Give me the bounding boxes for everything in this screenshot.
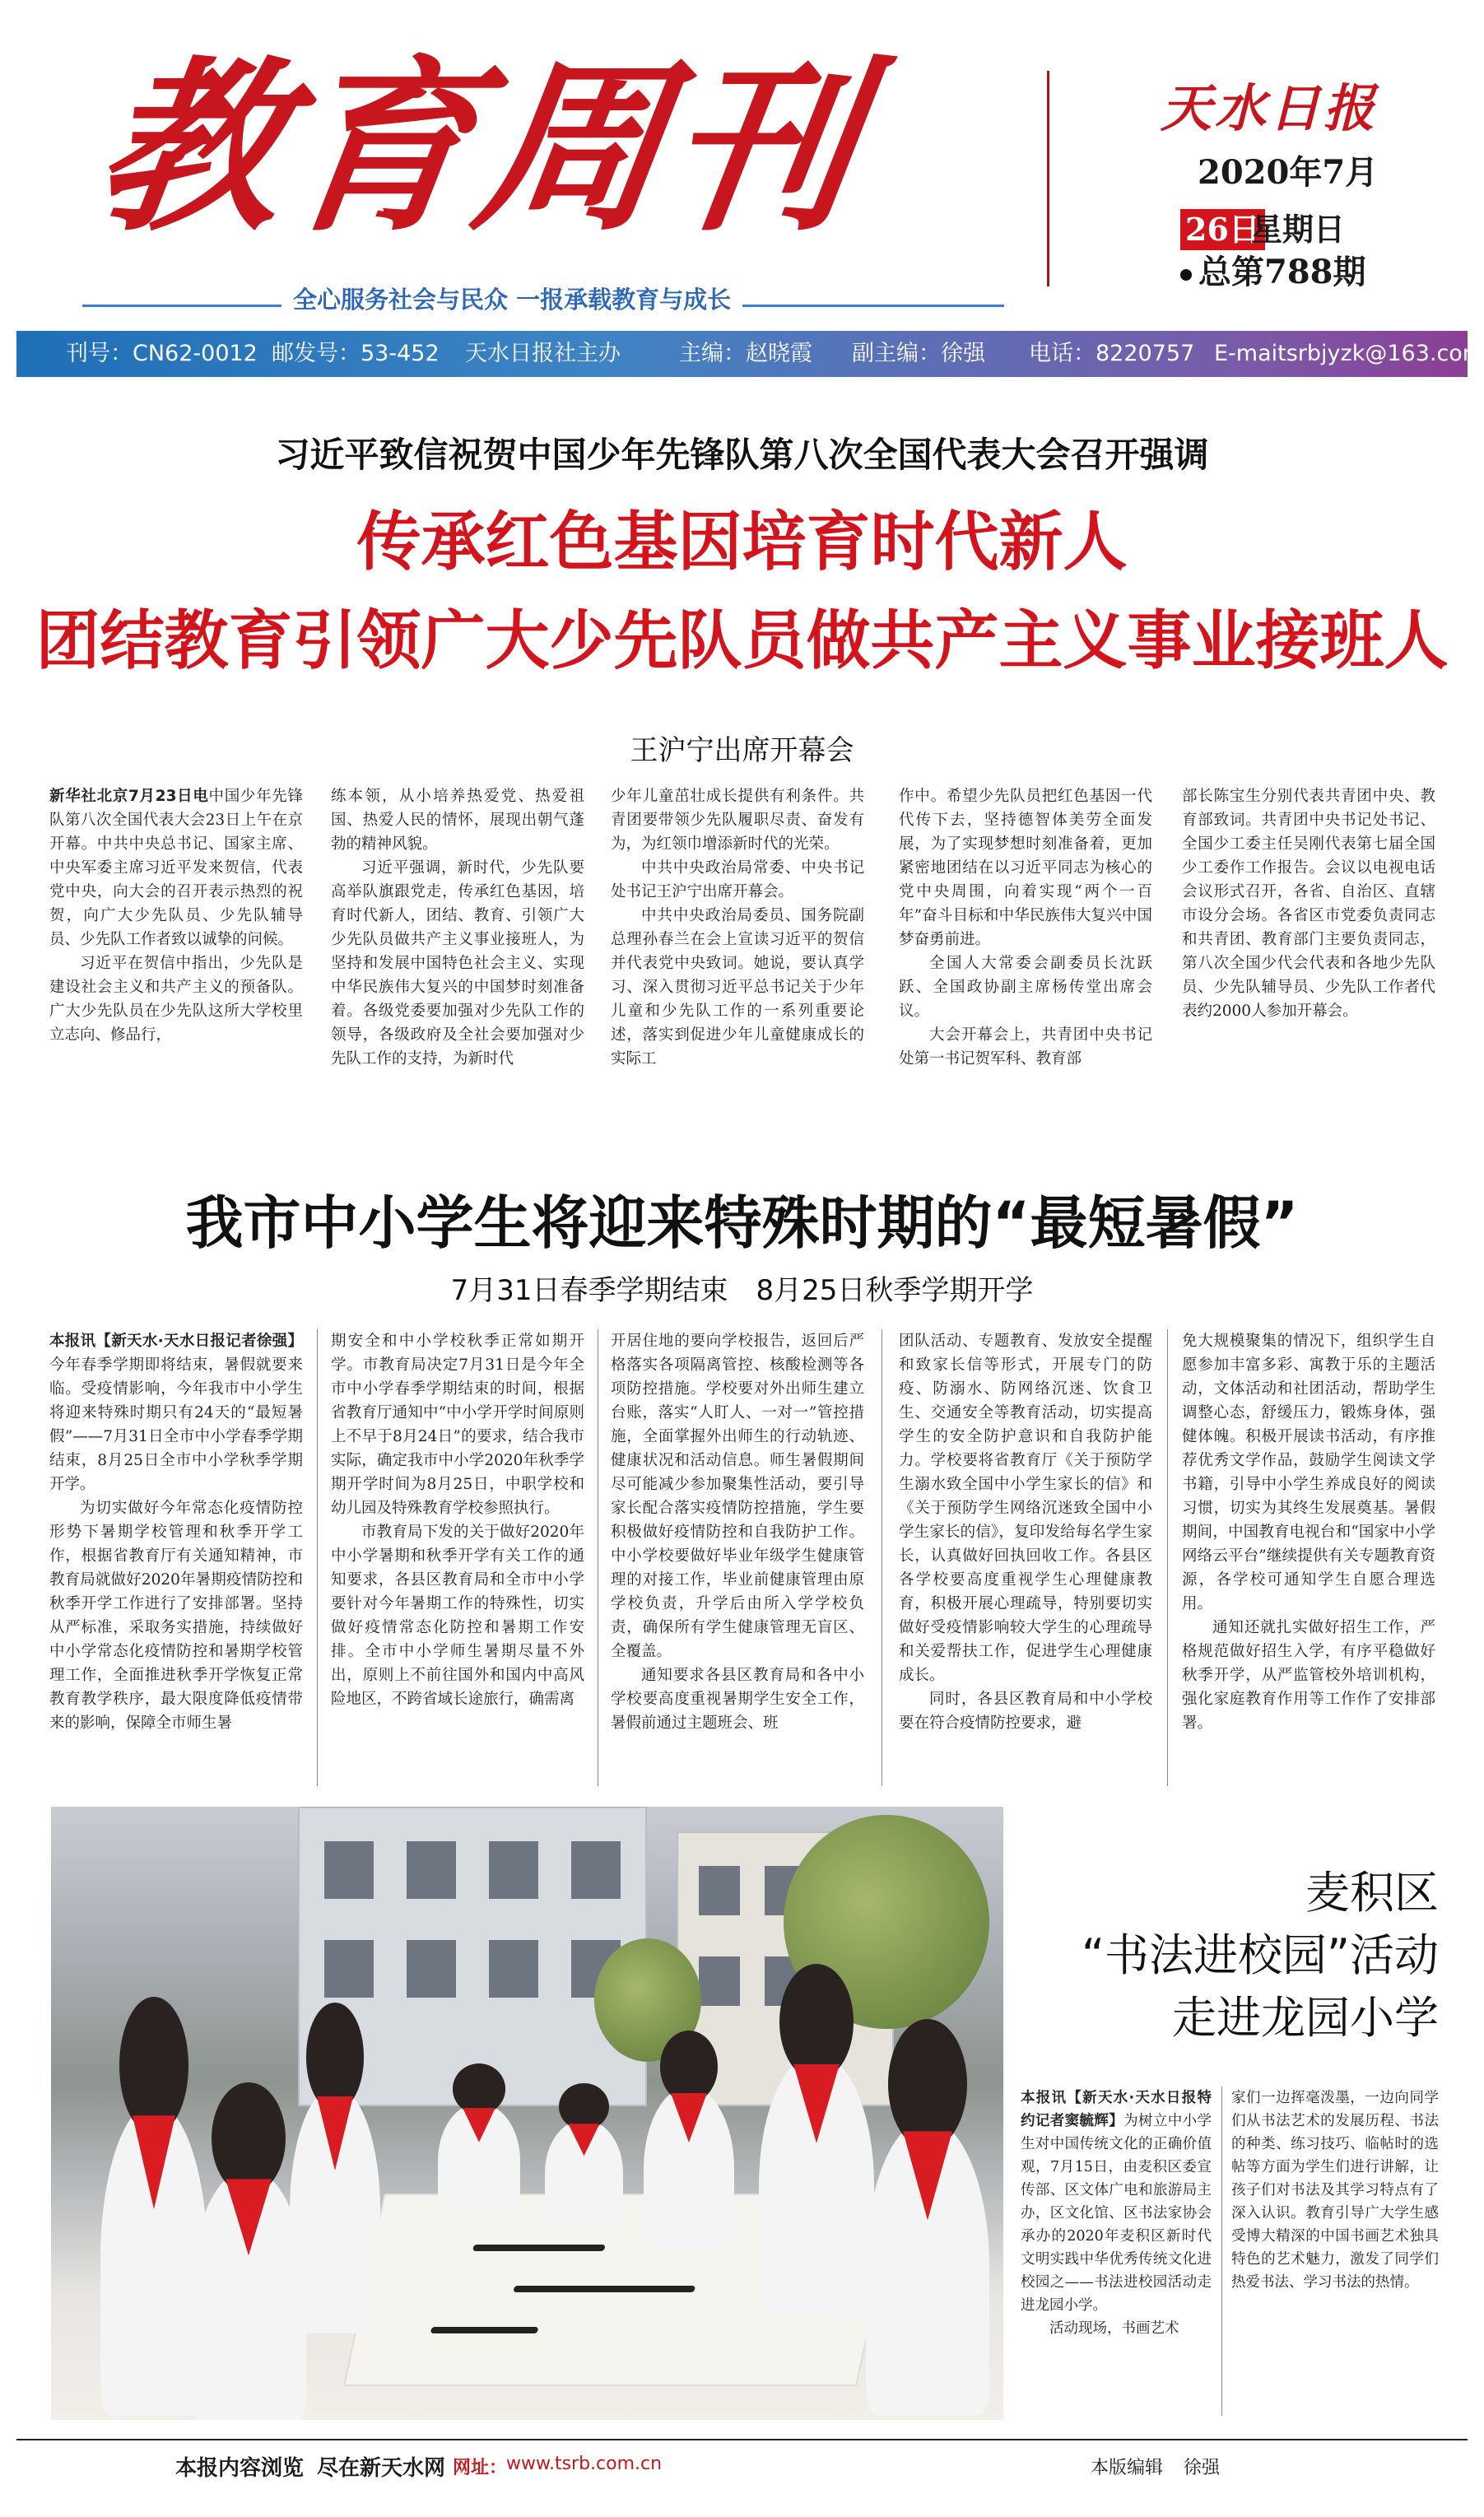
article1-text: 作中。希望少先队员把红色基因一代代传下去，坚持德智体美劳全面发展，为了实现梦想时刻准备着，更加紧密地团结在以习近平同志为核心的党中央周围，向着实现“两个一百年”奋斗目标和中华民族伟大复兴中国梦奋勇前进。 bbox=[899, 788, 1152, 948]
article2-text: 免大规模聚集的情况下，组织学生自愿参加丰富多彩、寓教于乐的主题活动，文体活动和社团活动，帮助学生调整心态，舒缓压力，锻炼身体，强健体魄。积极开展读书活动，有序推荐优秀文学作品，鼓励学生阅读文学书籍，引导中小学生养成良好的阅读习惯，切实为其终生发展奠基。暑假期间，中国教育电视台和“国家中小学网络云平台”继续提供有关专题教育资源，各学校可通知学生自愿合理选用。 bbox=[1182, 1333, 1435, 1612]
article2-text: 今年春季学期即将结束，暑假就要来临。受疫情影响，今年我市中小学生将迎来特殊时期只有24天的“最短暑假”——7月31日全市中小学春季学期结束，8月25日全市中小学秋季学期开学。 bbox=[49, 1356, 303, 1493]
date-weekday: 星期日 bbox=[1251, 211, 1346, 248]
article2-text: 通知要求各县区教育局和各中小学校要高度重视暑期学生安全工作，暑假前通过主题班会、班 bbox=[611, 1667, 864, 1732]
article1-text: 少年儿童茁壮成长提供有利条件。共青团要带领少先队履职尽责、奋发有为，为红领巾增添新时代的光荣。 bbox=[611, 788, 864, 853]
article1-text: 习近平在贺信中指出，少先队是建设社会主义和共产主义的预备队。广大少先队员在少先队这所大学校里立志向、修品行， bbox=[49, 955, 303, 1044]
article2-text: 同时，各县区教育局和中小学校要在符合疫情防控要求，避 bbox=[899, 1691, 1152, 1732]
article1-text: 中共中央政治局委员、国务院副总理孙春兰在会上宣读习近平的贺信并代表党中央致词。她说，要认真学习、深入贯彻习近平总书记关于少年儿童和少先队工作的一系列重要论述，落实到促进少年儿童健康成长的实际工 bbox=[611, 907, 864, 1068]
paper-name-logo: 天水日报 bbox=[1161, 78, 1379, 138]
article1-headline1: 传承红色基因培育时代新人 bbox=[356, 505, 1128, 579]
article3-text: 为树立中小学生对中国传统文化的正确价值观，7月15日，由麦积区委宣传部、区文体广电和旅游局主办，区文化馆、区书法家协会承办的2020年麦积区新时代文明实践中华优秀传统文化进校园之——书法进校园活动走进龙园小学。 bbox=[1021, 2113, 1212, 2314]
footer-editor-label: 本版编辑 bbox=[1091, 2458, 1164, 2478]
footer-site-url[interactable]: www.tsrb.com.cn bbox=[506, 2454, 663, 2474]
article2-text: 开居住地的要向学校报告，返回后严格落实各项隔离管控、核酸检测等各项防控措施。学校要对外出师生建立台账，落实“人盯人、一对一”管控措施，全面掌握外出师生的行动轨迹、健康状况和活动信息。师生暑假期间尽可能减少参加聚集性活动，要引导家长配合落实疫情防控措施，学生要积极做好疫情防控和自我防护工作。中小学校要做好毕业年级学生健康管理的对接工作，毕业前健康管理由原学校负责，升学后由所入学学校负责，确保所有学生健康管理无盲区、全覆盖。 bbox=[611, 1333, 864, 1660]
article2-column-3 bbox=[611, 1329, 864, 1790]
calligraphy-event-photo bbox=[51, 1807, 1003, 2420]
article3-text: 活动现场，书画艺术 bbox=[1049, 2320, 1179, 2337]
article1-headline2: 团结教育引领广大少先队员做共产主义事业接班人 bbox=[35, 604, 1449, 678]
info-sponsor: 天水日报社主办 bbox=[465, 341, 621, 366]
info-kanhao: 刊号：CN62-0012 bbox=[66, 341, 258, 366]
article1-column-5 bbox=[1182, 784, 1435, 1114]
info-vice-editor: 副主编：徐强 bbox=[852, 341, 985, 366]
info-youfa: 邮发号：53-452 bbox=[272, 341, 440, 366]
article1-text: 中共中央政治局常委、中央书记处书记王沪宁出席开幕会。 bbox=[611, 859, 864, 900]
article1-text: 习近平强调，新时代，少先队要高举队旗跟党走，传承红色基因，培育时代新人，团结、教育、引领广大少先队员做共产主义事业接班人，为坚持和发展中国特色社会主义、实现中华民族伟大复兴的中国梦时刻准备着。各级党委要加强对少先队工作的领导，各级政府及全社会要加强对少先队工作的支持，为新时代 bbox=[331, 859, 584, 1068]
column-divider bbox=[317, 1329, 318, 1786]
article3-headline2: “书法进校园”活动 bbox=[1082, 1929, 1439, 1981]
article1-dateline: 新华社北京7月23日电 bbox=[49, 788, 209, 805]
student-figure bbox=[290, 2087, 380, 2333]
article3-column-2 bbox=[1231, 2087, 1439, 2432]
article2-text: 通知还就扎实做好招生工作，严格规范做好招生入学，有序平稳做好秋季开学，从严监管校外培训机构，强化家庭教育作用等工作作了安排部署。 bbox=[1182, 1619, 1435, 1732]
article2-subhead: 7月31日春季学期结束 8月25日秋季学期开学 bbox=[450, 1274, 1034, 1307]
article3-headline3: 走进龙园小学 bbox=[1172, 1992, 1439, 2044]
date-day-badge: 26日 bbox=[1180, 209, 1265, 250]
article1-text: 大会开幕会上，共青团中央书记处第一书记贺军科、教育部 bbox=[899, 1026, 1152, 1068]
student-figure bbox=[438, 2103, 520, 2218]
article2-text: 为切实做好今年常态化疫情防控形势下暑期学校管理和秋季开学工作，根据省教育厅有关通知精神，市教育局就做好2020年暑期疫情防控和秋季开学工作进行了安排部署。坚持从严标准，采取务实措施，持续做好中小学常态化疫情防控和暑期学校管理工作，全面推进秋季开学恢复正常教育教学秩序，最大限度降低疫情带来的影响，保障全市师生暑 bbox=[49, 1500, 303, 1732]
student-figure bbox=[191, 2169, 306, 2420]
bullet-icon bbox=[1180, 269, 1192, 281]
article2-text: 团队活动、专题教育、发放安全提醒和致家长信等形式，开展专门的防疫、防溺水、防网络沉迷、饮食卫生、交通安全等教育活动，切实提高学生的安全防护意识和自我防护能力。学校要将省教育厅《关于预防学生溺水致全国中小学生家长的信》和《关于预防学生网络沉迷致全国中小学生家长的信》，复印发给每名学生家长，认真做好回执回收工作。各县区各学校要高度重视学生心理健康教育，积极开展心理疏导，特别要切实做好受疫情影响较大学生的心理疏导和关爱帮扶工作，促进学生心理健康成长。 bbox=[899, 1333, 1152, 1684]
student-figure bbox=[545, 2119, 623, 2226]
article2-column-4 bbox=[899, 1329, 1152, 1790]
masthead-title: 教育周刊 bbox=[83, 40, 875, 257]
info-phone: 电话：8220757 bbox=[1029, 341, 1195, 366]
article3-column-1 bbox=[1021, 2087, 1212, 2432]
issue-number bbox=[1180, 252, 1366, 293]
footer-slogan-1: 本报内容浏览 bbox=[175, 2456, 305, 2481]
article1-text: 练本领，从小培养热爱党、热爱祖国、热爱人民的情怀，展现出朝气蓬勃的精神风貌。 bbox=[331, 788, 584, 853]
article1-subhead: 王沪宁出席开幕会 bbox=[630, 734, 854, 767]
info-editor: 主编：赵晓霞 bbox=[679, 341, 812, 366]
issue-number-text: 总第788期 bbox=[1198, 253, 1366, 291]
article2-headline: 我市中小学生将迎来特殊时期的“最短暑假” bbox=[185, 1189, 1299, 1257]
article1-kicker: 习近平致信祝贺中国少年先锋队第八次全国代表大会召开强调 bbox=[275, 435, 1209, 475]
column-divider bbox=[1167, 1329, 1168, 1786]
info-email: E-maitsrbjyzk@163.com bbox=[1214, 341, 1484, 366]
article2-text: 期安全和中小学校秋季正常如期开学。市教育局决定7月31日是今年全市中小学春季学期结束的时间，根据省教育厅通知中“中小学开学时间原则上不早于8月24日”的要求，结合我市实际，确定我市中小学2020年秋季学期开学时间为8月25日，中职学校和幼儿园及特殊教育学校参照执行。 bbox=[331, 1333, 584, 1517]
article1-column-3 bbox=[611, 784, 864, 1114]
article2-column-2 bbox=[331, 1329, 584, 1790]
article3-byline: 本报讯【新天水·天水日报特约记者窦毓辉】 bbox=[1021, 2090, 1212, 2129]
masthead-divider bbox=[1047, 71, 1049, 286]
article1-text: 中国少年先锋队第八次全国代表大会23日上午在京开幕。中共中央总书记、国家主席、中央军委主席习近平发来贺信，代表党中央，向大会的召开表示热烈的祝贺，向广大少先队员、少先队辅导员、少先队工作者致以诚挚的问候。 bbox=[49, 788, 303, 948]
info-bar bbox=[16, 331, 1484, 377]
student-figure bbox=[759, 2054, 874, 2317]
student-figure bbox=[866, 2119, 989, 2416]
footer-site-label: 网址： bbox=[453, 2458, 508, 2478]
footer-slogan-2: 尽在新天水网 bbox=[317, 2456, 446, 2481]
footer-editor-name: 徐强 bbox=[1184, 2458, 1221, 2478]
article2-text: 市教育局下发的关于做好2020年中小学暑期和秋季开学有关工作的通知要求，各县区教育局和全市中小学要针对今年暑期工作的特殊性，切实做好疫情常态化防控和暑期工作安排。全市中小学师生暑期尽量不外出，原则上不前往国外和国内中高风险地区，不跨省域长途旅行，确需离 bbox=[331, 1524, 584, 1708]
article2-column-5 bbox=[1182, 1329, 1435, 1790]
article1-text: 部长陈宝生分别代表共青团中央、教育部致词。共青团中央书记处书记、全国少工委主任吴刚代表第七届全国少工委作工作报告。会议以电视电话会议形式召开，各省、自治区、直辖市设分会场。各省区市党委负责同志和共青团、教育部门主要负责同志，第八次全国少代会代表和各地少先队员、少先队辅导员、少先队工作者代表约2000人参加开幕会。 bbox=[1182, 788, 1435, 1020]
footer-rule bbox=[16, 2439, 1468, 2440]
article2-column-1 bbox=[49, 1329, 303, 1790]
article2-byline: 本报讯【新天水·天水日报记者徐强】 bbox=[49, 1333, 303, 1350]
masthead-slogan: 全心服务社会与民众 一报承载教育与成长 bbox=[281, 281, 742, 315]
student-figure bbox=[644, 2087, 734, 2251]
article1-text: 全国人大常委会副委员长沈跃跃、全国政协副主席杨传堂出席会议。 bbox=[899, 955, 1152, 1020]
article1-column-1 bbox=[49, 784, 303, 1114]
article3-text: 家们一边挥毫泼墨，一边向同学们从书法艺术的发展历程、书法的种类、练习技巧、临帖时的选帖等方面为学生们进行讲解，让孩子们对书法及其学习特点有了深入认识。教育引导广大学生感受博大精深的中国书画艺术独具特色的艺术魅力，激发了同学们热爱书法、学习书法的热情。 bbox=[1231, 2090, 1439, 2291]
article1-column-2 bbox=[331, 784, 584, 1114]
column-divider bbox=[1221, 2087, 1222, 2416]
date-year-month: 2020年7月 bbox=[1198, 153, 1379, 192]
article1-column-4 bbox=[899, 784, 1152, 1114]
article3-headline1: 麦积区 bbox=[1305, 1867, 1439, 1919]
